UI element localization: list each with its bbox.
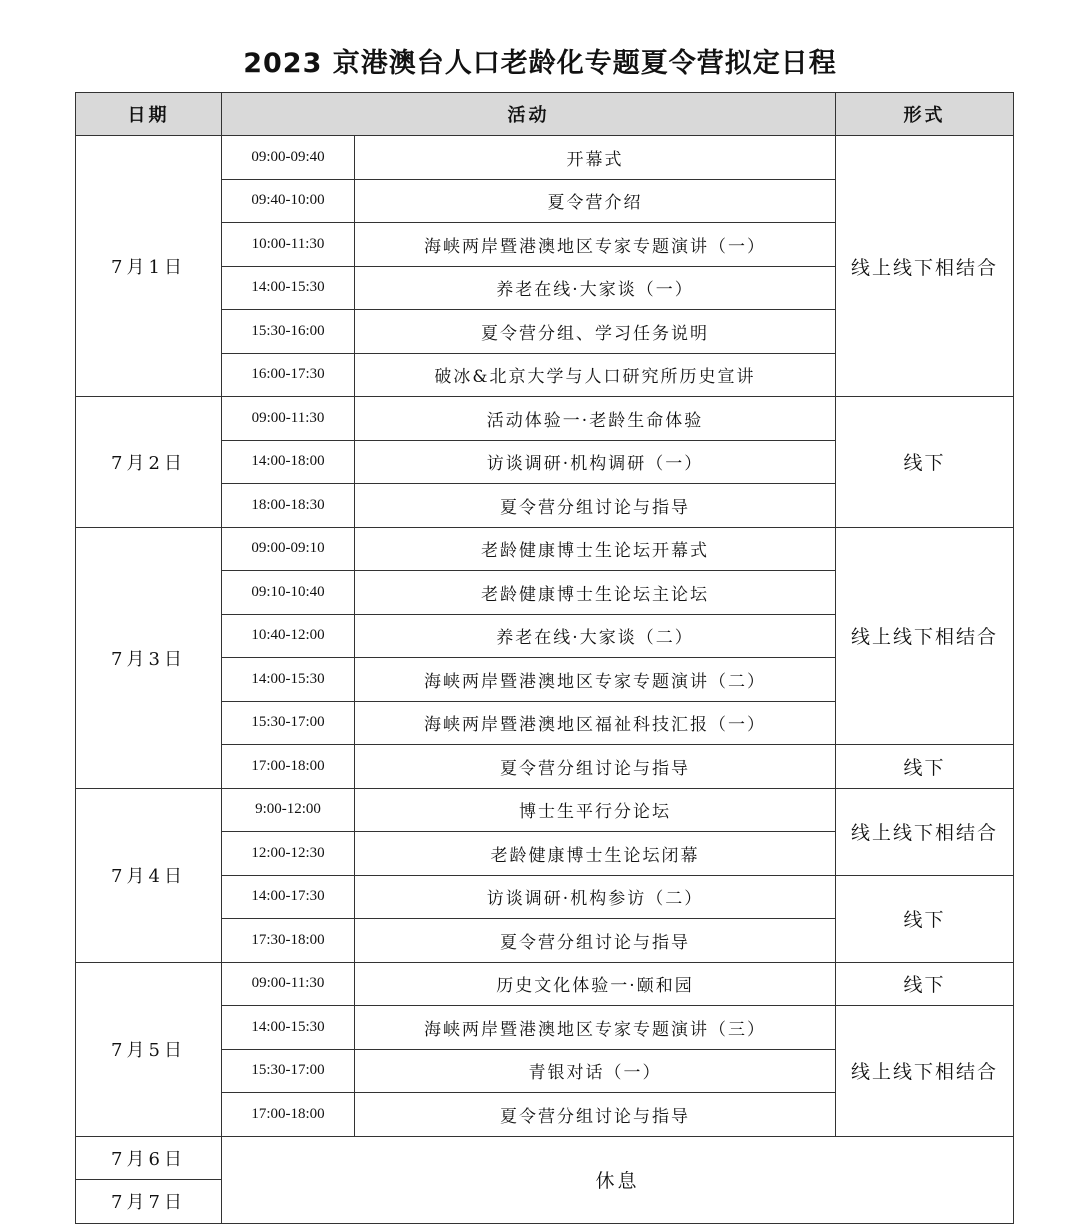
time-cell: 15:30-17:00 <box>222 701 355 745</box>
activity-cell: 海峡两岸暨港澳地区专家专题演讲（二） <box>355 658 836 702</box>
activity-cell: 老龄健康博士生论坛主论坛 <box>355 571 836 615</box>
activity-cell: 海峡两岸暨港澳地区福祉科技汇报（一） <box>355 701 836 745</box>
date-cell: 7月4日 <box>76 788 222 962</box>
time-cell: 09:00-11:30 <box>222 397 355 441</box>
activity-cell: 历史文化体验一·颐和园 <box>355 962 836 1006</box>
format-cell: 线下 <box>836 745 1014 789</box>
time-cell: 15:30-16:00 <box>222 310 355 354</box>
date-cell: 7月2日 <box>76 397 222 528</box>
header-date: 日期 <box>76 93 222 136</box>
activity-cell: 海峡两岸暨港澳地区专家专题演讲（一） <box>355 223 836 267</box>
rest-cell: 休息 <box>222 1136 1014 1223</box>
time-cell: 10:00-11:30 <box>222 223 355 267</box>
time-cell: 12:00-12:30 <box>222 832 355 876</box>
time-cell: 09:40-10:00 <box>222 179 355 223</box>
time-cell: 17:00-18:00 <box>222 1093 355 1137</box>
format-cell: 线上线下相结合 <box>836 1006 1014 1137</box>
activity-cell: 破冰&北京大学与人口研究所历史宣讲 <box>355 353 836 397</box>
time-cell: 09:00-09:10 <box>222 527 355 571</box>
table-row <box>76 397 1014 441</box>
date-cell: 7月1日 <box>76 136 222 397</box>
time-cell: 17:00-18:00 <box>222 745 355 789</box>
time-cell: 15:30-17:00 <box>222 1049 355 1093</box>
time-cell: 16:00-17:30 <box>222 353 355 397</box>
time-cell: 14:00-15:30 <box>222 1006 355 1050</box>
time-cell: 17:30-18:00 <box>222 919 355 963</box>
activity-cell: 访谈调研·机构调研（一） <box>355 440 836 484</box>
time-cell: 9:00-12:00 <box>222 788 355 832</box>
activity-cell: 养老在线·大家谈（二） <box>355 614 836 658</box>
format-cell: 线上线下相结合 <box>836 136 1014 397</box>
activity-cell: 夏令营分组、学习任务说明 <box>355 310 836 354</box>
header-row <box>76 93 1014 136</box>
activity-cell: 养老在线·大家谈（一） <box>355 266 836 310</box>
table-row <box>76 527 1014 571</box>
date-cell: 7月5日 <box>76 962 222 1136</box>
format-cell: 线下 <box>836 397 1014 528</box>
time-cell: 09:10-10:40 <box>222 571 355 615</box>
table-row <box>76 788 1014 832</box>
page-title: 2023 京港澳台人口老龄化专题夏令营拟定日程 <box>243 48 837 79</box>
header-format: 形式 <box>836 93 1014 136</box>
activity-cell: 博士生平行分论坛 <box>355 788 836 832</box>
format-cell: 线下 <box>836 875 1014 962</box>
activity-cell: 老龄健康博士生论坛闭幕 <box>355 832 836 876</box>
time-cell: 09:00-09:40 <box>222 136 355 180</box>
date-cell: 7月6日 <box>76 1136 222 1180</box>
time-cell: 14:00-15:30 <box>222 658 355 702</box>
activity-cell: 夏令营分组讨论与指导 <box>355 745 836 789</box>
table-row <box>76 136 1014 180</box>
table-row <box>76 962 1014 1006</box>
date-cell: 7月7日 <box>76 1180 222 1224</box>
activity-cell: 活动体验一·老龄生命体验 <box>355 397 836 441</box>
time-cell: 14:00-17:30 <box>222 875 355 919</box>
format-cell: 线下 <box>836 962 1014 1006</box>
activity-cell: 夏令营分组讨论与指导 <box>355 484 836 528</box>
format-cell: 线上线下相结合 <box>836 527 1014 745</box>
format-cell: 线上线下相结合 <box>836 788 1014 875</box>
time-cell: 14:00-18:00 <box>222 440 355 484</box>
schedule-table <box>75 92 1014 1224</box>
time-cell: 14:00-15:30 <box>222 266 355 310</box>
time-cell: 10:40-12:00 <box>222 614 355 658</box>
activity-cell: 夏令营介绍 <box>355 179 836 223</box>
time-cell: 09:00-11:30 <box>222 962 355 1006</box>
header-activity: 活动 <box>222 93 836 136</box>
activity-cell: 海峡两岸暨港澳地区专家专题演讲（三） <box>355 1006 836 1050</box>
activity-cell: 访谈调研·机构参访（二） <box>355 875 836 919</box>
date-cell: 7月3日 <box>76 527 222 788</box>
activity-cell: 夏令营分组讨论与指导 <box>355 1093 836 1137</box>
activity-cell: 开幕式 <box>355 136 836 180</box>
time-cell: 18:00-18:30 <box>222 484 355 528</box>
table-row <box>76 1136 1014 1180</box>
activity-cell: 夏令营分组讨论与指导 <box>355 919 836 963</box>
activity-cell: 青银对话（一） <box>355 1049 836 1093</box>
activity-cell: 老龄健康博士生论坛开幕式 <box>355 527 836 571</box>
